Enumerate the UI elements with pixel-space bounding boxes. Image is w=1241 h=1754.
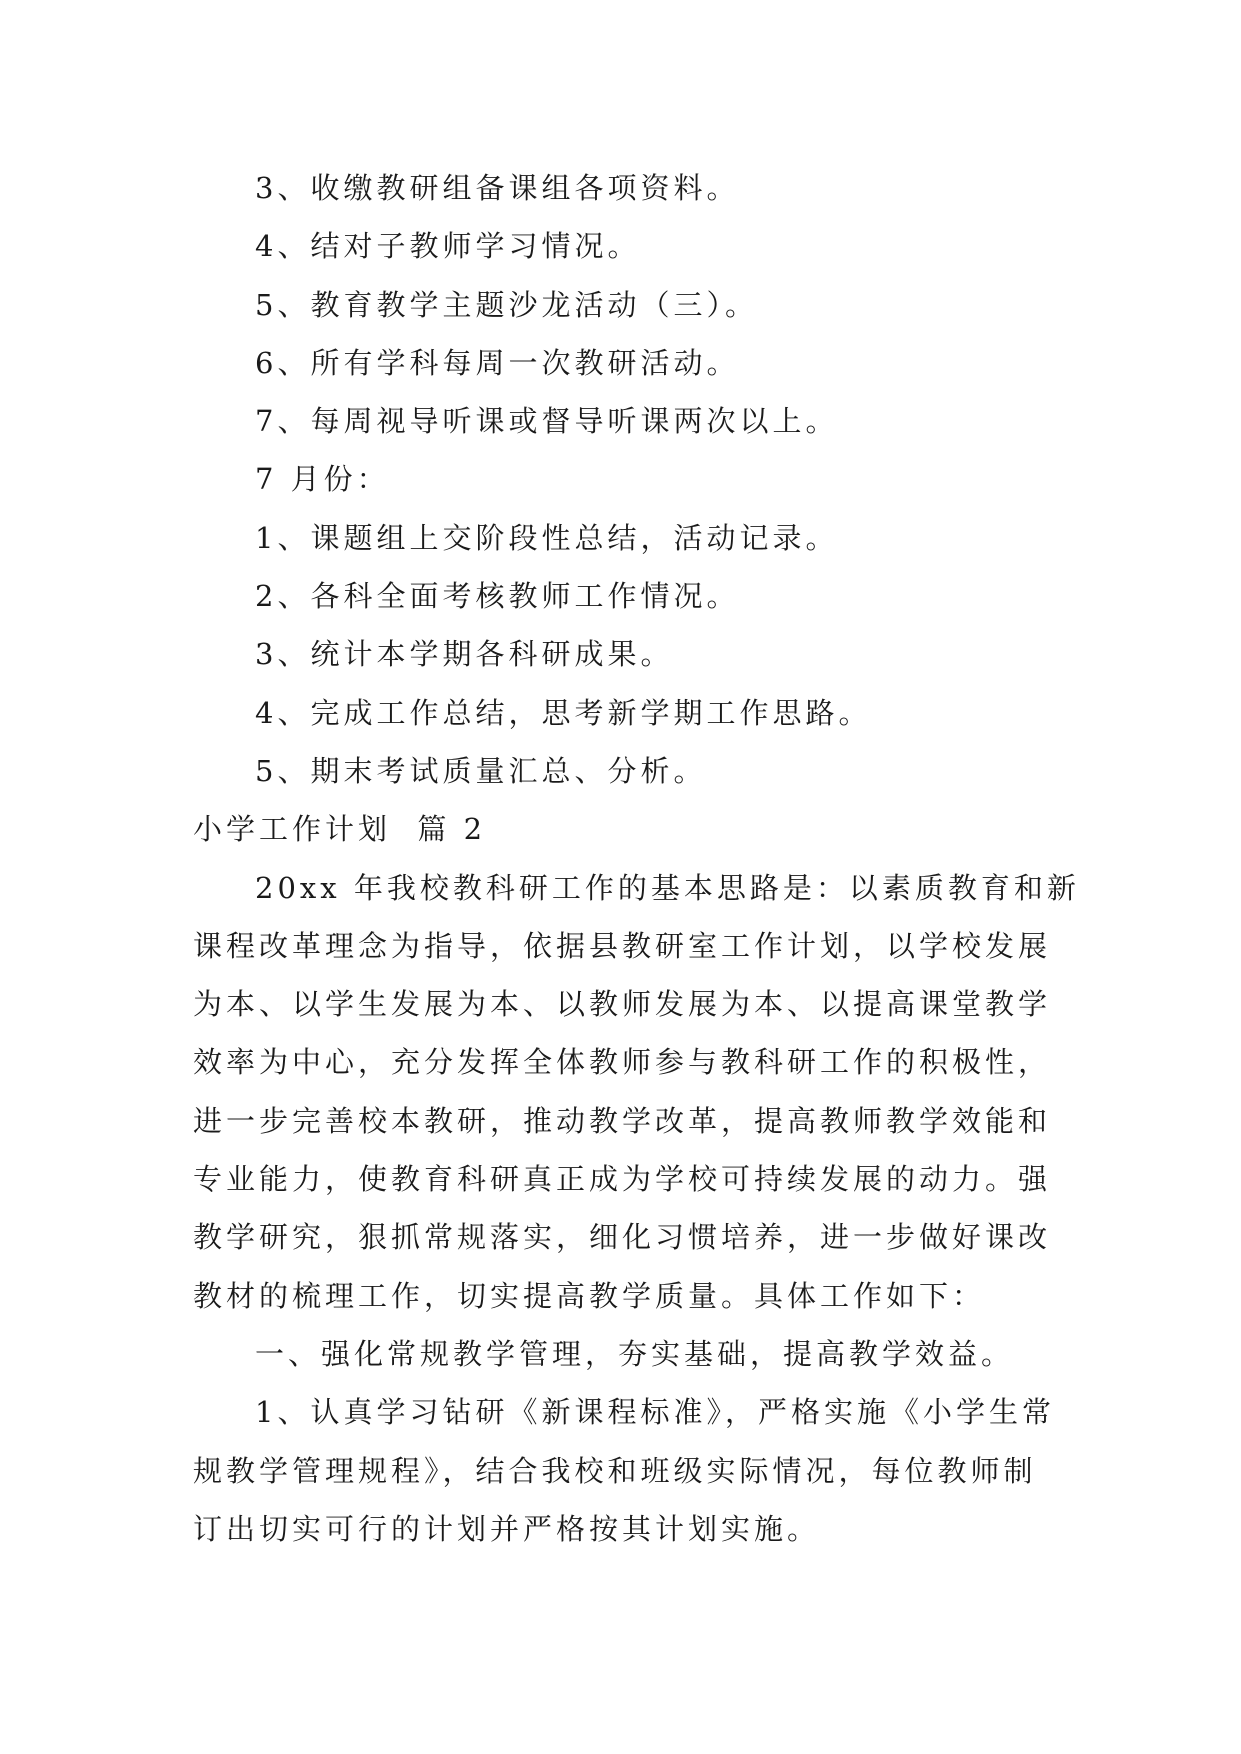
list-item: 3、收缴教研组备课组各项资料。: [255, 171, 740, 205]
paragraph-line: 课程改革理念为指导，依据县教研室工作计划，以学校发展: [193, 928, 1052, 963]
list-item: 6、所有学科每周一次教研活动。: [255, 345, 740, 380]
paragraph-line: 1、认真学习钻研《新课程标准》，严格实施《小学生常: [255, 1395, 1055, 1430]
paragraph-line: 教材的梳理工作，切实提高教学质量。具体工作如下：: [193, 1278, 986, 1313]
paragraph-line: 效率为中心，充分发挥全体教师参与教科研工作的积极性，: [193, 1045, 1052, 1080]
month-heading: 7 月份：: [255, 462, 390, 497]
list-item: 3、统计本学期各科研成果。: [255, 637, 674, 672]
paragraph-line: 专业能力，使教育科研真正成为学校可持续发展的动力。强: [193, 1162, 1052, 1197]
paragraph-line: 规教学管理规程》，结合我校和班级实际情况，每位教师制: [193, 1453, 1037, 1488]
list-item: 5、期末考试质量汇总、分析。: [255, 753, 707, 788]
list-item: 4、完成工作总结，思考新学期工作思路。: [255, 695, 872, 730]
list-item: 1、课题组上交阶段性总结，活动记录。: [255, 520, 839, 555]
document-body: [193, 159, 1080, 1558]
paragraph-line: 20xx 年我校教科研工作的基本思路是：以素质教育和新: [255, 870, 1080, 905]
list-item: 5、教育教学主题沙龙活动（三）。: [255, 287, 758, 322]
subsection-heading: 一、强化常规教学管理，夯实基础，提高教学效益。: [255, 1336, 1015, 1371]
paragraph-line: 进一步完善校本教研，推动教学改革，提高教师教学效能和: [193, 1103, 1052, 1138]
list-item: 4、结对子教师学习情况。: [255, 229, 641, 264]
item-paragraph: [193, 1383, 1063, 1558]
intro-paragraph: [193, 859, 1080, 1325]
paragraph-line: 教学研究，狠抓常规落实，细化习惯培养，进一步做好课改: [193, 1220, 1052, 1255]
section-title: 小学工作计划 篇 2: [193, 812, 487, 847]
paragraph-line: 为本、以学生发展为本、以教师发展为本、以提高课堂教学: [193, 987, 1052, 1022]
list-item: 2、各科全面考核教师工作情况。: [255, 579, 740, 614]
list-item: 7、每周视导听课或督导听课两次以上。: [255, 404, 839, 439]
paragraph-line: 订出切实可行的计划并严格按其计划实施。: [193, 1511, 821, 1546]
